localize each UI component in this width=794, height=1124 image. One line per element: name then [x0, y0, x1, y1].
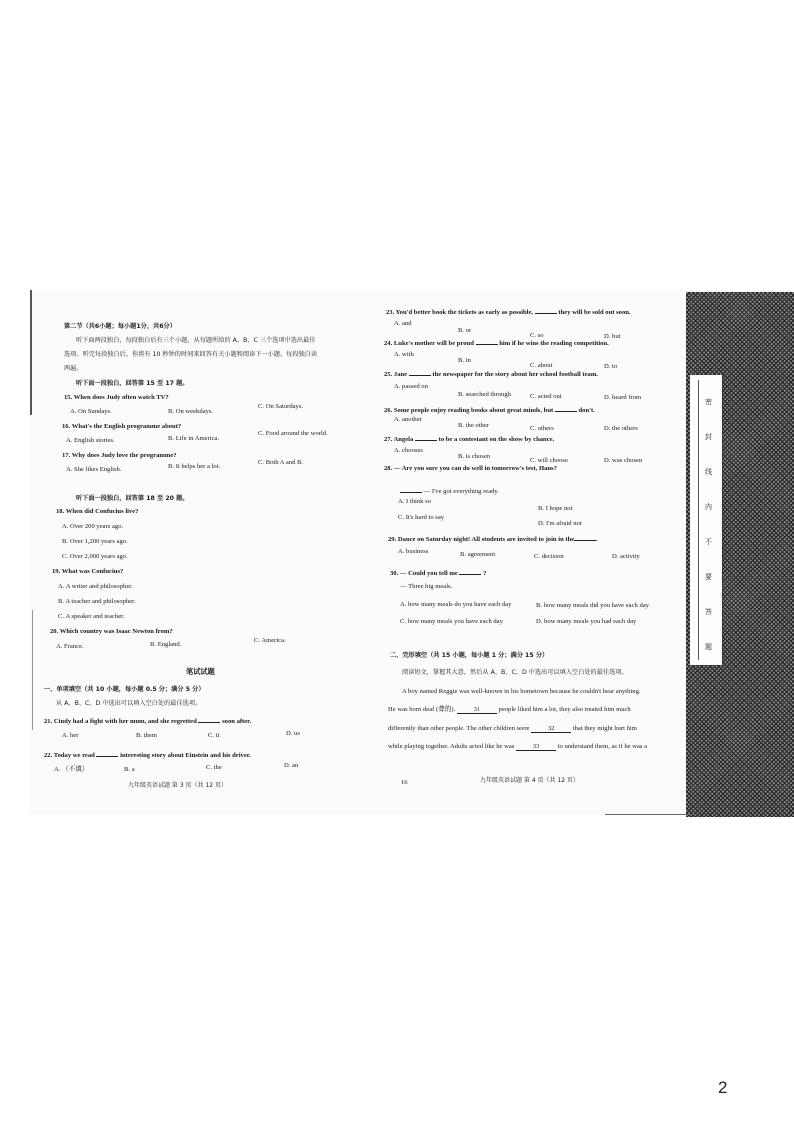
- option-b: B. Life in America.: [168, 435, 220, 442]
- option-a: A. France.: [56, 643, 84, 650]
- option-d: D. how many meals you had each day: [536, 618, 637, 625]
- option-c: C. Food around the world.: [258, 430, 328, 437]
- question-text: ?: [483, 570, 487, 577]
- option-a: A. On Sundays.: [70, 408, 112, 415]
- option-b: B. On weekdays.: [168, 408, 214, 415]
- part-heading: 一、单项填空（共 10 小题，每小题 0.5 分；满分 5 分）: [44, 686, 205, 693]
- question-text: .: [596, 536, 598, 543]
- option-a: A. her: [62, 732, 79, 739]
- scan-edge-line: [30, 290, 32, 415]
- question-21: [44, 715, 251, 726]
- passage-text: people liked him a lot, they also treated him much: [498, 706, 631, 713]
- question-text: interesting story about Einstein and his driver.: [120, 752, 251, 759]
- option-a: A. She likes English.: [66, 466, 122, 473]
- option-d: D. us: [286, 730, 300, 737]
- option-a: A. English stories.: [66, 437, 115, 444]
- passage-line: [388, 706, 631, 714]
- dialogue-reply: [400, 485, 499, 496]
- answer-blank: [459, 567, 481, 575]
- option-d: D. an: [284, 762, 299, 769]
- page-number: 2: [718, 1078, 728, 1097]
- seal-char: 内: [705, 503, 712, 511]
- answer-blank: [535, 306, 557, 314]
- seal-char: 不: [705, 538, 712, 546]
- option-a: A. I think so: [398, 498, 431, 505]
- part-heading: 二、完形填空（共 15 小题，每小题 1 分；满分 15 分）: [390, 652, 549, 659]
- question-22: [44, 749, 251, 760]
- question-23: [386, 306, 631, 317]
- answer-blank: [415, 433, 437, 441]
- option-a: A. A writer and philosopher.: [58, 583, 133, 590]
- written-section-title: 笔试试题: [186, 667, 215, 676]
- option-a: A. （不填）: [54, 766, 89, 773]
- option-c: C. others: [530, 425, 554, 432]
- question-24: [384, 337, 609, 348]
- instruction-text: 两遍。: [64, 365, 83, 372]
- question-28: 28. — Are you sure you can do well in tomorrow's test, Hans?: [384, 465, 557, 472]
- question-text: don't.: [578, 407, 595, 414]
- option-b: B. Over 1,200 years ago.: [62, 538, 128, 545]
- option-a: A. another: [394, 416, 422, 423]
- question-text: 21. Cindy had a fight with her mum, and she regretted: [44, 718, 197, 725]
- passage-line: [388, 725, 637, 733]
- cloze-blank-33: 33: [516, 743, 556, 751]
- option-b: B. A teacher and philosopher.: [58, 598, 136, 605]
- page-marker: 16: [401, 779, 408, 786]
- seal-line: [698, 380, 699, 660]
- option-c: C. it: [208, 732, 220, 739]
- page-footer: 九年级英语试题 第 3 页（共 12 页）: [128, 782, 227, 789]
- seal-char: 要: [705, 573, 712, 581]
- option-b: B. in: [458, 357, 471, 364]
- dialogue-text: — I've got everything ready.: [423, 488, 499, 495]
- option-d: D. but: [604, 333, 621, 340]
- option-c: C. about: [530, 362, 553, 369]
- question-26: [384, 404, 595, 415]
- instruction-text: 阅读短文，掌握其大意，然后从 A、B、C、D 中选出可以填入空白处的最佳选项。: [402, 669, 628, 676]
- option-c: C. It's hard to say: [398, 514, 445, 521]
- instruction-text: 从 A、B、C、D 中选出可以填入空白处的最佳选项。: [56, 700, 202, 707]
- option-b: B. is chosen: [458, 453, 491, 460]
- question-text: 24. Luke's mother will be proud: [384, 340, 474, 347]
- question-19: 19. What was Confucius?: [52, 568, 124, 575]
- option-d: D. to: [604, 363, 618, 370]
- question-text: they will be sold out soon.: [558, 309, 631, 316]
- page-footer: 九年级英语试题 第 4 页（共 12 页）: [480, 777, 579, 784]
- cloze-blank-32: 32: [531, 725, 571, 733]
- option-b: B. It helps her a lot.: [168, 463, 221, 470]
- option-c: C. On Saturdays.: [258, 403, 304, 410]
- question-18: 18. When did Confucius live?: [56, 508, 139, 515]
- option-b: B. searched through: [458, 391, 511, 398]
- question-30: [390, 567, 486, 578]
- question-text: 22. Today we read: [44, 752, 95, 759]
- passage-text: He was born deaf (聋的).: [388, 706, 456, 713]
- question-text: the newspaper for the story about her school football team.: [432, 371, 598, 378]
- answer-blank: [198, 715, 220, 723]
- option-b: B. or: [458, 327, 472, 334]
- answer-blank: [96, 749, 118, 757]
- question-16: 16. What's the English programme about?: [62, 423, 182, 430]
- question-text: 26. Some people enjoy reading books about great minds, but: [384, 407, 554, 414]
- option-b: B. how many meals did you have each day: [536, 602, 649, 609]
- answer-blank: [409, 368, 431, 376]
- answer-blank: [476, 337, 498, 345]
- dialogue-reply: — Three big meals.: [400, 583, 453, 590]
- option-c: C. how many meals you have each day: [400, 618, 503, 625]
- listening-intro: 听下面一段独白，回答第 18 至 20 题。: [76, 495, 189, 502]
- option-d: D. was chosen: [604, 457, 643, 464]
- passage-text: while playing together. Adults acted like he was: [388, 743, 515, 750]
- listening-intro: 听下面一段独白，回答第 15 至 17 题。: [76, 380, 189, 387]
- option-b: B. England.: [150, 641, 182, 648]
- question-17: 17. Why does Judy love the programme?: [62, 452, 177, 459]
- option-a: A. chooses: [394, 447, 423, 454]
- question-text: 25. Jane: [384, 371, 408, 378]
- option-c: C. Over 2,000 years ago.: [62, 553, 128, 560]
- option-b: B. a: [124, 766, 135, 773]
- scan-edge-line: [32, 610, 33, 730]
- question-text: 27. Angela: [384, 436, 414, 443]
- option-c: C. the: [206, 764, 222, 771]
- question-29: [388, 533, 598, 544]
- option-a: A. Over 200 years ago.: [62, 523, 124, 530]
- option-c: C. Both A and B.: [258, 459, 304, 466]
- passage-line: [388, 743, 647, 751]
- option-d: D. heard from: [604, 394, 642, 401]
- seal-char: 线: [705, 468, 712, 476]
- option-c: C. America.: [254, 637, 286, 644]
- option-c: C. so: [530, 332, 544, 339]
- answer-blank: [400, 485, 422, 493]
- option-c: C. decision: [534, 553, 564, 560]
- question-text: soon after.: [222, 718, 252, 725]
- option-c: C. will choose: [530, 457, 568, 464]
- question-text: 30. — Could you tell me: [390, 570, 458, 577]
- passage-text: to understand them, as if he was a: [557, 743, 648, 750]
- question-25: [384, 368, 598, 379]
- option-d: D. the others: [604, 425, 638, 432]
- question-text: 23. You'd better book the tickets as early as possible,: [386, 309, 534, 316]
- option-a: A. how many meals do you have each day: [400, 601, 512, 608]
- passage-text: that they might hurt him: [572, 725, 637, 732]
- option-a: A. and: [394, 320, 412, 327]
- instruction-text: 听下面两段独白，每段独白后有三个小题，从每题所给的 A、B、C 三个选项中选出最佳: [76, 337, 316, 344]
- option-b: B. I hope not: [538, 505, 573, 512]
- option-c: C. acted out: [530, 393, 562, 400]
- option-d: D. I'm afraid not: [538, 520, 582, 527]
- option-c: C. A speaker and teacher.: [58, 613, 125, 620]
- option-a: A. business: [398, 548, 429, 555]
- instruction-text: 选项。听完每段独白后，你将有 10 秒钟的时间来回答有关小题和阅读下一小题。每段独白读: [64, 351, 318, 358]
- seal-char: 题: [705, 643, 712, 651]
- question-text: him if he wins the reading competition.: [499, 340, 609, 347]
- question-15: 15. When does Judy often watch TV?: [64, 394, 169, 401]
- cloze-blank-31: 31: [457, 706, 497, 714]
- option-b: B. agreement: [460, 551, 496, 558]
- option-a: A. with: [394, 351, 414, 358]
- seal-line-strip: [690, 375, 723, 665]
- passage-text: differently than other people. The other children were: [388, 725, 530, 732]
- option-b: B. the other: [458, 422, 489, 429]
- seal-char: 封: [705, 433, 712, 441]
- question-27: [384, 433, 554, 444]
- option-b: B. them: [136, 732, 157, 739]
- answer-blank: [574, 533, 596, 541]
- option-a: A. passed on: [394, 383, 428, 390]
- seal-char: 答: [705, 608, 712, 616]
- question-20: 20. Which country was Isaac Newton from?: [50, 628, 173, 635]
- question-text: 29. Dance on Saturday night! All students are invited to join in the: [388, 536, 575, 543]
- divider-line: [605, 814, 695, 815]
- passage-line: A boy named Reggie was well-known in his hometown because he couldn't hear anything.: [402, 688, 641, 695]
- answer-blank: [555, 404, 577, 412]
- question-text: to be a contestant on the show by chance.: [438, 436, 555, 443]
- section-heading: 第二节（共6小题；每小题1分，共6分）: [64, 323, 176, 330]
- option-d: D. activity: [612, 553, 640, 560]
- seal-char: 密: [705, 398, 712, 406]
